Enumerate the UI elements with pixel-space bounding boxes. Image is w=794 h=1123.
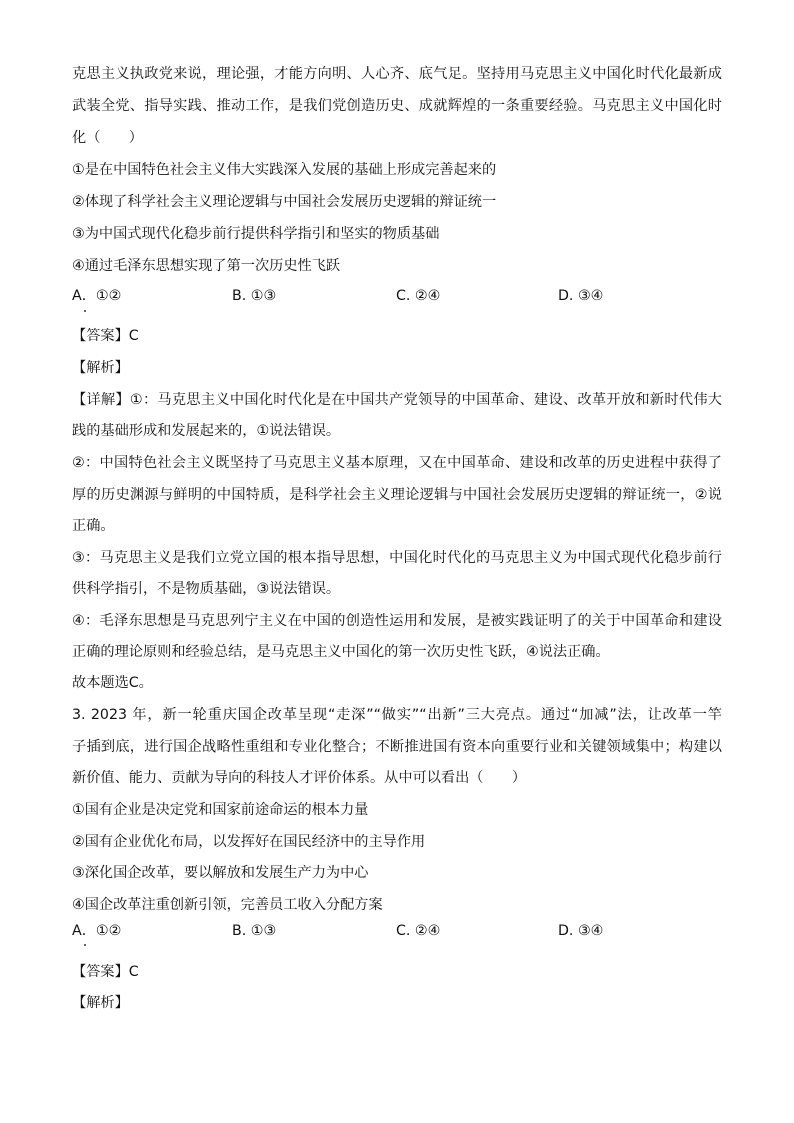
q2-options bbox=[72, 286, 732, 306]
q2-detail-line-8: ④：毛泽东思想是马克思列宁主义在中国的创造性运用和发展，是被实践证明了的关于中国革命和建设 bbox=[72, 613, 722, 629]
q2-detail-line-1: 【详解】①：马克思主义中国化时代化是在中国共产党领导的中国革命、建设、改革开放和新时代伟大 bbox=[72, 392, 722, 408]
q2-stem-line-1: 克思主义执政党来说，理论强，才能方向明、人心齐、底气足。坚持用马克思主义中国化时代化最新成 bbox=[72, 66, 722, 82]
q2-option-c: C. ②④ bbox=[396, 288, 441, 304]
q3-option-c: C. ②④ bbox=[396, 923, 441, 939]
ink-dot bbox=[84, 944, 86, 946]
q2-detail-line-6: ③：马克思主义是我们立党立国的根本指导思想，中国化时代化的马克思主义为中国式现代化稳步前行 bbox=[72, 550, 722, 566]
q3-answer: 【答案】C bbox=[72, 964, 139, 980]
q3-option-b: B. ①③ bbox=[232, 923, 277, 939]
q2-detail-line-4: 厚的历史渊源与鲜明的中国特质，是科学社会主义理论逻辑与中国社会发展历史逻辑的辩证统一，②说 bbox=[72, 487, 722, 503]
q2-detail-line-3: ②：中国特色社会主义既坚持了马克思主义基本原理，又在中国革命、建设和改革的历史进程中获得了 bbox=[72, 455, 722, 471]
q3-stem-line-1: 3. 2023 年，新一轮重庆国企改革呈现“走深”“做实”“出新”三大亮点。通过“加减”法，让改革一竿 bbox=[72, 707, 722, 723]
q3-stem-line-2: 子插到底，进行国企战略性重组和专业化整合；不断推进国有资本向重要行业和关键领域集中；构建以 bbox=[72, 739, 722, 755]
q3-statement-3: ③深化国企改革，要以解放和发展生产力为中心 bbox=[72, 865, 369, 881]
q3-options bbox=[72, 921, 732, 941]
q3-statement-4: ④国企改革注重创新引领，完善员工收入分配方案 bbox=[72, 897, 383, 913]
q2-option-b: B. ①③ bbox=[232, 288, 277, 304]
q3-option-d: D. ③④ bbox=[558, 923, 604, 939]
q3-statement-2: ②国有企业优化布局，以发挥好在国民经济中的主导作用 bbox=[72, 834, 426, 850]
q2-stem-line-2: 武装全党、指导实践、推动工作，是我们党创造历史、成就辉煌的一条重要经验。马克思主义中国化时 bbox=[72, 98, 722, 114]
q2-detail-line-7: 供科学指引，不是物质基础，③说法错误。 bbox=[72, 581, 341, 597]
q2-stem-line-3: 化（ ） bbox=[72, 130, 143, 146]
q3-option-a: A．①② bbox=[72, 923, 122, 939]
q2-detail-line-9: 正确的理论原则和经验总结，是马克思主义中国化的第一次历史性飞跃，④说法正确。 bbox=[72, 644, 610, 660]
q2-answer: 【答案】C bbox=[72, 328, 139, 344]
q2-analysis-label: 【解析】 bbox=[72, 360, 129, 376]
q2-statement-1: ①是在中国特色社会主义伟大实践深入发展的基础上形成完善起来的 bbox=[72, 162, 497, 178]
q2-statement-2: ②体现了科学社会主义理论逻辑与中国社会发展历史逻辑的辩证统一 bbox=[72, 194, 497, 210]
q3-statement-1: ①国有企业是决定党和国家前途命运的根本力量 bbox=[72, 802, 369, 818]
q2-statement-4: ④通过毛泽东思想实现了第一次历史性飞跃 bbox=[72, 258, 341, 274]
q3-analysis-label: 【解析】 bbox=[72, 995, 129, 1011]
q2-detail-line-5: 正确。 bbox=[72, 518, 115, 534]
q3-stem-line-3: 新价值、能力、贡献为导向的科技人才评价体系。从中可以看出（ ） bbox=[72, 770, 527, 786]
q2-option-a: A．①② bbox=[72, 288, 122, 304]
q2-option-d: D. ③④ bbox=[558, 288, 604, 304]
ink-dot bbox=[84, 310, 86, 312]
q2-statement-3: ③为中国式现代化稳步前行提供科学指引和坚实的物质基础 bbox=[72, 226, 440, 242]
q2-detail-line-2: 践的基础形成和发展起来的，①说法错误。 bbox=[72, 423, 341, 439]
q2-detail-line-10: 故本题选C。 bbox=[72, 675, 153, 691]
